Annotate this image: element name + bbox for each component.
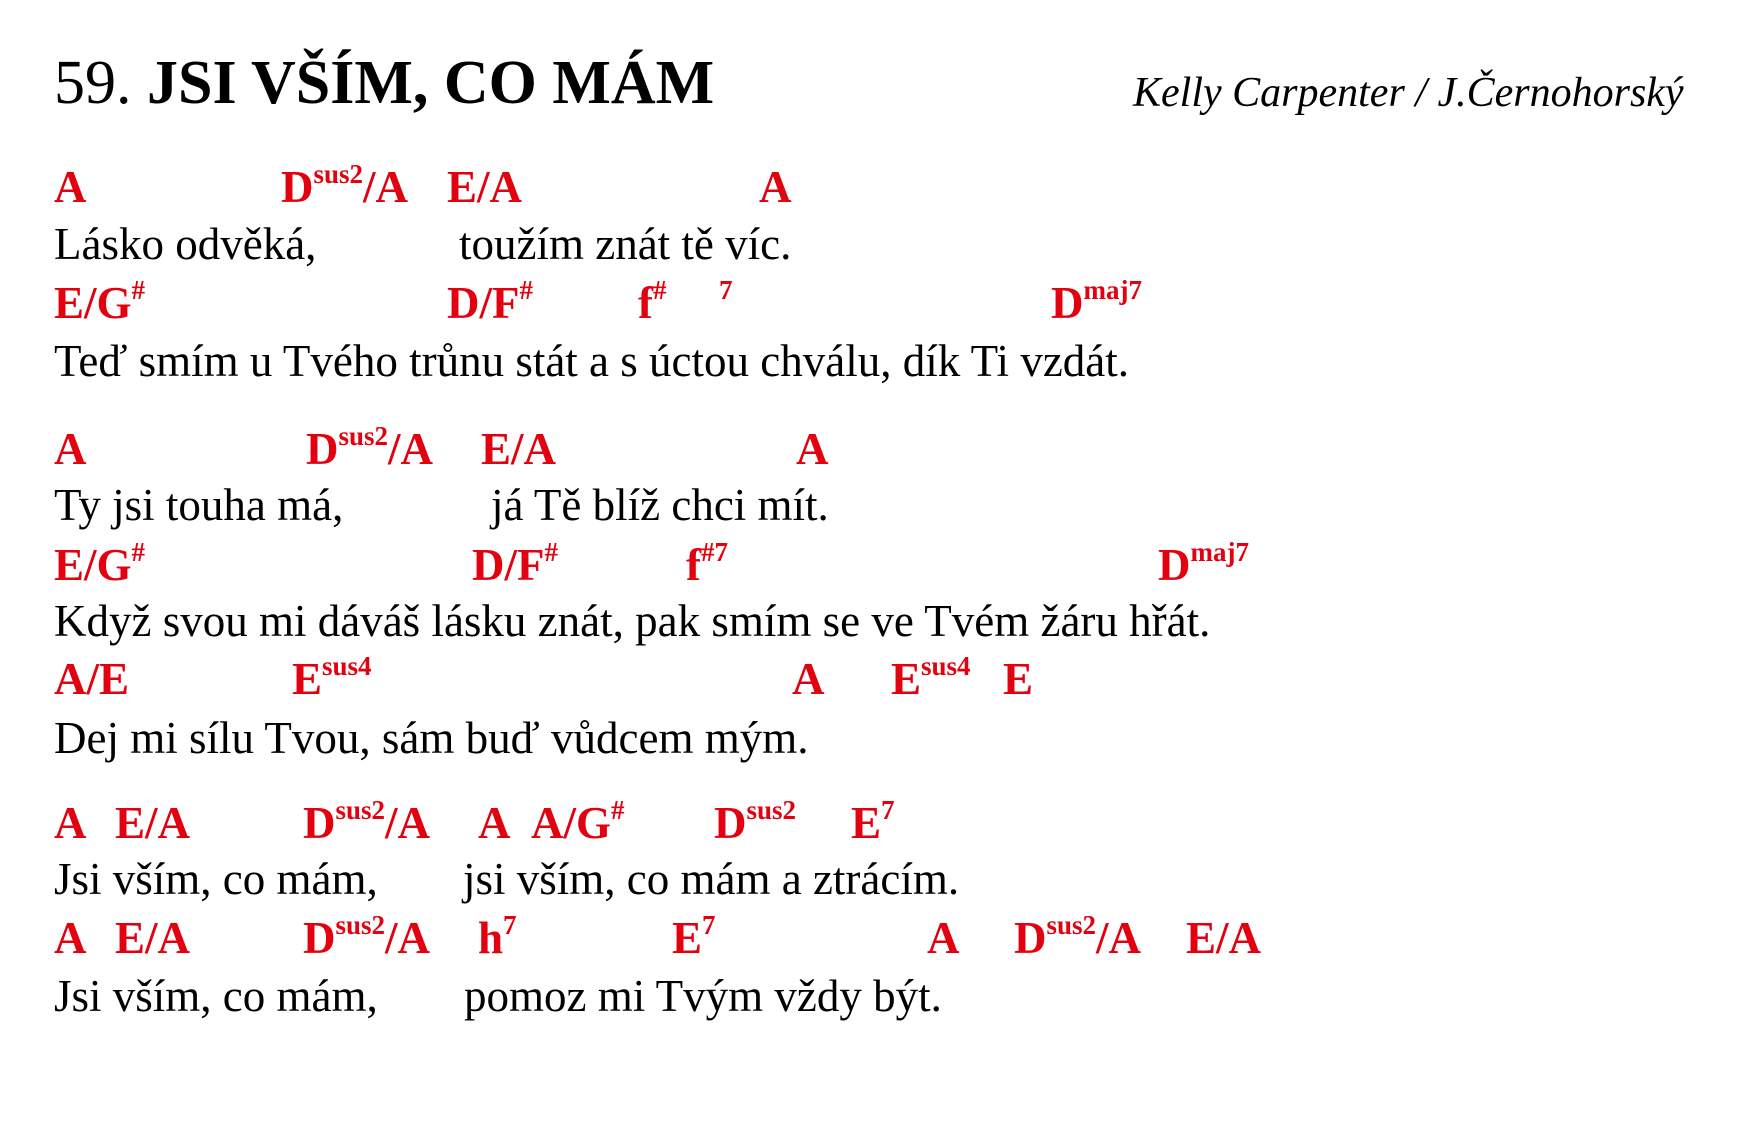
chord: A [478,798,511,848]
chord: $E^{sus4}$ [292,651,372,704]
chord: A [54,798,87,848]
chord: E/A [1186,913,1262,963]
chord: $E^7$ [851,795,895,848]
chord: E/A [115,798,191,848]
chord: A/E [54,654,130,704]
lyric-text: pomoz mi Tvým vždy být. [464,971,942,1021]
lyric-text: Lásko odvěká, [54,219,317,269]
song-author: Kelly Carpenter / J.Černohorský [1133,70,1684,116]
lyric-text: Dej mi sílu Tvou, sám buď vůdcem mým. [54,713,809,763]
chord: E/G# [54,275,146,328]
chord-line [0,275,1754,341]
chord-line [0,159,1754,225]
lyric-text: toužím znát tě víc. [459,219,792,269]
lyric-text: Když svou mi dáváš lásku znát, pak smím se ve Tvém žáru hřát. [54,596,1211,646]
chord-line [0,651,1754,717]
lyric-line [0,480,1754,543]
chord: D/F# [472,537,558,590]
chord: $D^{sus2}/A$ [1014,910,1142,963]
chord: A/G# [531,795,625,848]
song-title [54,49,715,117]
chord: A [54,913,87,963]
chord: $h^7$ [478,910,517,963]
chord: $D^{sus2}$ [714,795,797,848]
chord: A [792,654,825,704]
chord: A [54,424,87,474]
lyric-line [0,713,1754,776]
chord: A [927,913,960,963]
chord: $D^{sus2}/A$ [306,421,434,474]
lyric-text: já Tě blíž chci mít. [491,480,829,530]
lyric-line [0,971,1754,1034]
lyric-text: jsi vším, co mám a ztrácím. [463,854,960,904]
chord: A [796,424,829,474]
lyric-text: Teď smím u Tvého trůnu stát a s úctou chválu, dík Ti vzdát. [54,336,1130,386]
chord: $D^{sus2}/A$ [281,159,409,212]
chord: E/G# [54,537,146,590]
chord: E/A [447,162,523,212]
chord: $f^{\#7}$ [686,537,728,590]
chord: E/A [115,913,191,963]
chord-line [0,795,1754,861]
chord: E/A [481,424,557,474]
lyric-text: Ty jsi touha má, [54,480,344,530]
song-number: 59. [54,49,132,117]
lyric-line [0,219,1754,282]
chord-line [0,537,1754,603]
chord: $D^{maj7}$ [1158,537,1249,590]
chord-line [0,421,1754,487]
chord: 7 [719,275,733,305]
lyric-line [0,596,1754,659]
chord: $E^7$ [672,910,716,963]
lyric-text: Jsi vším, co mám, [54,854,378,904]
chord: A [54,162,87,212]
chord: A [759,162,792,212]
chord: D/F# [447,275,533,328]
chord: E [1003,654,1034,704]
lyric-text: Jsi vším, co mám, [54,971,378,1021]
chord-line [0,910,1754,976]
chord: $D^{sus2}/A$ [303,910,431,963]
lyric-line [0,336,1754,399]
chord: $D^{sus2}/A$ [303,795,431,848]
chord: $D^{maj7}$ [1051,275,1142,328]
chord: f# [638,275,667,328]
lyric-line [0,854,1754,917]
chord: $E^{sus4}$ [891,651,971,704]
song-name: JSI VŠÍM, CO MÁM [147,49,715,117]
